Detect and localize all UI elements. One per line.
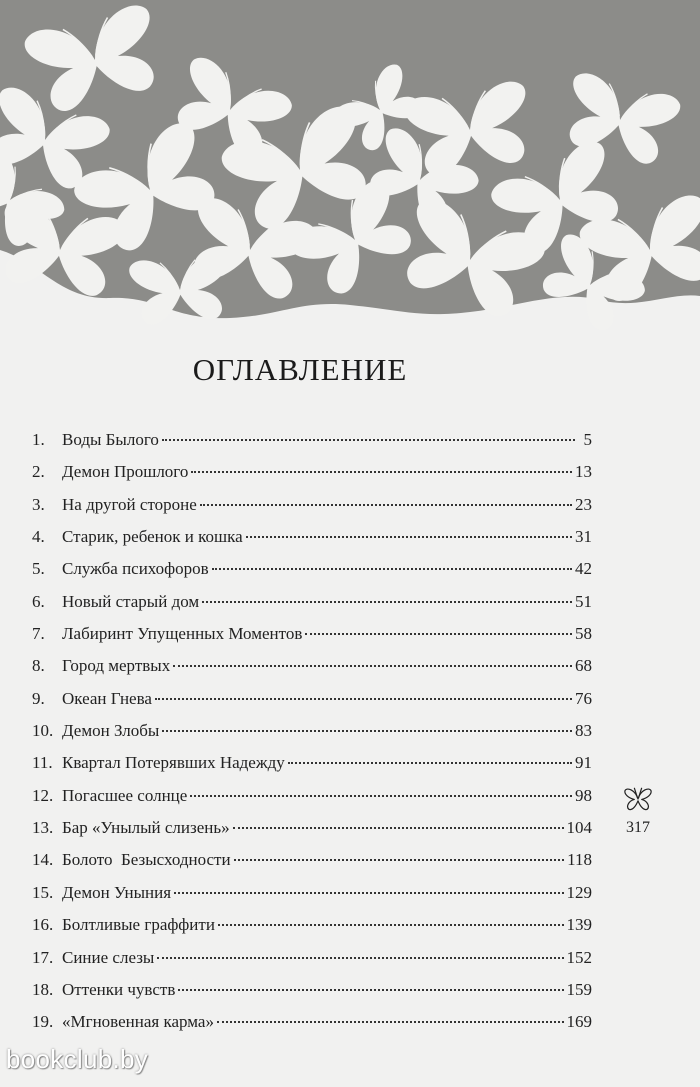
toc-entry — [32, 715, 592, 747]
toc-entry — [32, 942, 592, 974]
toc-entry-page: 51 — [575, 591, 592, 611]
toc-entry-title: Погасшее солнце — [62, 785, 188, 805]
dot-leader — [212, 567, 572, 570]
toc-entry-number: 15. — [32, 882, 54, 902]
toc-entry — [32, 747, 592, 779]
toc-entry-number: 18. — [32, 979, 54, 999]
toc-entry-page: 13 — [575, 462, 592, 482]
toc-entry-page: 31 — [575, 527, 592, 547]
toc-entry-title: Демон Прошлого — [62, 462, 189, 482]
toc-entry-number: 16. — [32, 915, 54, 935]
dot-leader — [288, 761, 572, 764]
toc-entry-page: 23 — [575, 494, 592, 514]
toc-entry-number: 11. — [32, 753, 53, 773]
toc-entry-title: Синие слезы — [62, 947, 155, 967]
toc-entry-number: 5. — [32, 559, 45, 579]
toc-entry-number: 12. — [32, 785, 54, 805]
dot-leader — [202, 600, 572, 603]
toc-entry-page: 129 — [566, 882, 592, 902]
toc-entry — [32, 489, 592, 521]
toc-entry-page: 68 — [575, 656, 592, 676]
toc-entry-number: 9. — [32, 688, 45, 708]
toc-entry-number: 10. — [32, 721, 54, 741]
toc-entry-title: Город мертвых — [62, 656, 171, 676]
butterfly-icon — [623, 786, 653, 812]
toc-entry-number: 1. — [32, 430, 45, 449]
dot-leader — [305, 632, 572, 635]
dot-leader — [162, 438, 575, 441]
watermark: bookclub.by — [6, 1044, 149, 1074]
toc-entry — [32, 974, 592, 1006]
dot-leader — [200, 503, 572, 506]
toc-entry — [32, 812, 592, 844]
toc-entry-page: 5 — [583, 430, 592, 449]
toc-entry-title: «Мгновенная карма» — [62, 1012, 214, 1032]
toc-entry-title: Демон Злобы — [62, 721, 160, 741]
toc-entry-page: 76 — [575, 688, 592, 708]
dot-leader — [191, 470, 572, 473]
toc-entry-number: 4. — [32, 527, 45, 547]
dot-leader — [217, 1020, 564, 1023]
dot-leader — [174, 891, 563, 894]
toc-entry — [32, 553, 592, 585]
dot-leader — [178, 988, 563, 991]
toc-entry-page: 104 — [566, 818, 592, 838]
toc-entry — [32, 844, 592, 876]
toc-entry-title: Новый старый дом — [62, 591, 200, 611]
dot-leader — [233, 826, 564, 829]
toc-entry-title: Болото Безысходности — [62, 850, 231, 870]
toc-entry-page: 152 — [566, 947, 592, 967]
toc-entry-page: 139 — [566, 915, 592, 935]
toc-entry-title: Демон Уныния — [62, 882, 172, 902]
page-title: ОГЛАВЛЕНИЕ — [192, 352, 408, 387]
page-marker — [618, 786, 658, 837]
toc-entry-title: Болтливые граффити — [62, 915, 215, 935]
toc-entry-number: 14. — [32, 850, 54, 870]
toc-entry-title: Квартал Потерявших Надежду — [62, 753, 285, 773]
toc-entry-title: Лабиринт Упущенных Моментов — [62, 624, 303, 644]
toc-entry — [32, 683, 592, 715]
toc-entry — [32, 877, 592, 909]
toc-entry-title: Океан Гнева — [62, 688, 152, 708]
toc-entry-page: 159 — [566, 979, 592, 999]
toc-entry — [32, 780, 592, 812]
toc-entry-number: 6. — [32, 591, 45, 611]
toc-entry-number: 7. — [32, 624, 45, 644]
toc-entry — [32, 586, 592, 618]
toc-entry-page: 98 — [575, 785, 592, 805]
toc-list — [32, 424, 592, 1039]
toc-entry-number: 8. — [32, 656, 45, 676]
toc-entry-page: 42 — [575, 559, 592, 579]
toc-entry-page: 169 — [566, 1012, 592, 1032]
toc-entry-page: 58 — [575, 624, 592, 644]
toc-entry-number: 13. — [32, 818, 54, 838]
toc-entry — [32, 650, 592, 682]
dot-leader — [155, 697, 572, 700]
toc-entry-title: На другой стороне — [62, 494, 197, 514]
dot-leader — [190, 794, 572, 797]
header-illustration — [0, 0, 700, 330]
toc-entry-page: 83 — [575, 721, 592, 741]
toc-entry — [32, 1006, 592, 1038]
toc-entry-title: Служба психофоров — [62, 559, 209, 579]
toc-entry-title: Бар «Унылый слизень» — [62, 818, 230, 838]
toc-entry — [32, 618, 592, 650]
dot-leader — [157, 956, 563, 959]
toc-entry-page: 118 — [567, 850, 592, 870]
page-number: 317 — [626, 819, 650, 836]
toc-entry — [32, 424, 592, 456]
toc-entry-number: 3. — [32, 494, 45, 514]
toc-entry-title: Воды Былого — [62, 430, 159, 449]
dot-leader — [246, 535, 572, 538]
toc-entry — [32, 909, 592, 941]
toc-entry — [32, 456, 592, 488]
toc-entry-title: Старик, ребенок и кошка — [62, 527, 243, 547]
toc-entry-number: 2. — [32, 462, 45, 482]
dot-leader — [234, 858, 565, 861]
toc-entry-page: 91 — [575, 753, 592, 773]
dot-leader — [218, 923, 564, 926]
toc-entry-number: 17. — [32, 947, 54, 967]
toc-entry-title: Оттенки чувств — [62, 979, 176, 999]
dot-leader — [173, 664, 572, 667]
butterflies-illustration — [0, 0, 700, 330]
dot-leader — [162, 729, 572, 732]
toc-entry — [32, 521, 592, 553]
toc-entry-number: 19. — [32, 1012, 54, 1032]
